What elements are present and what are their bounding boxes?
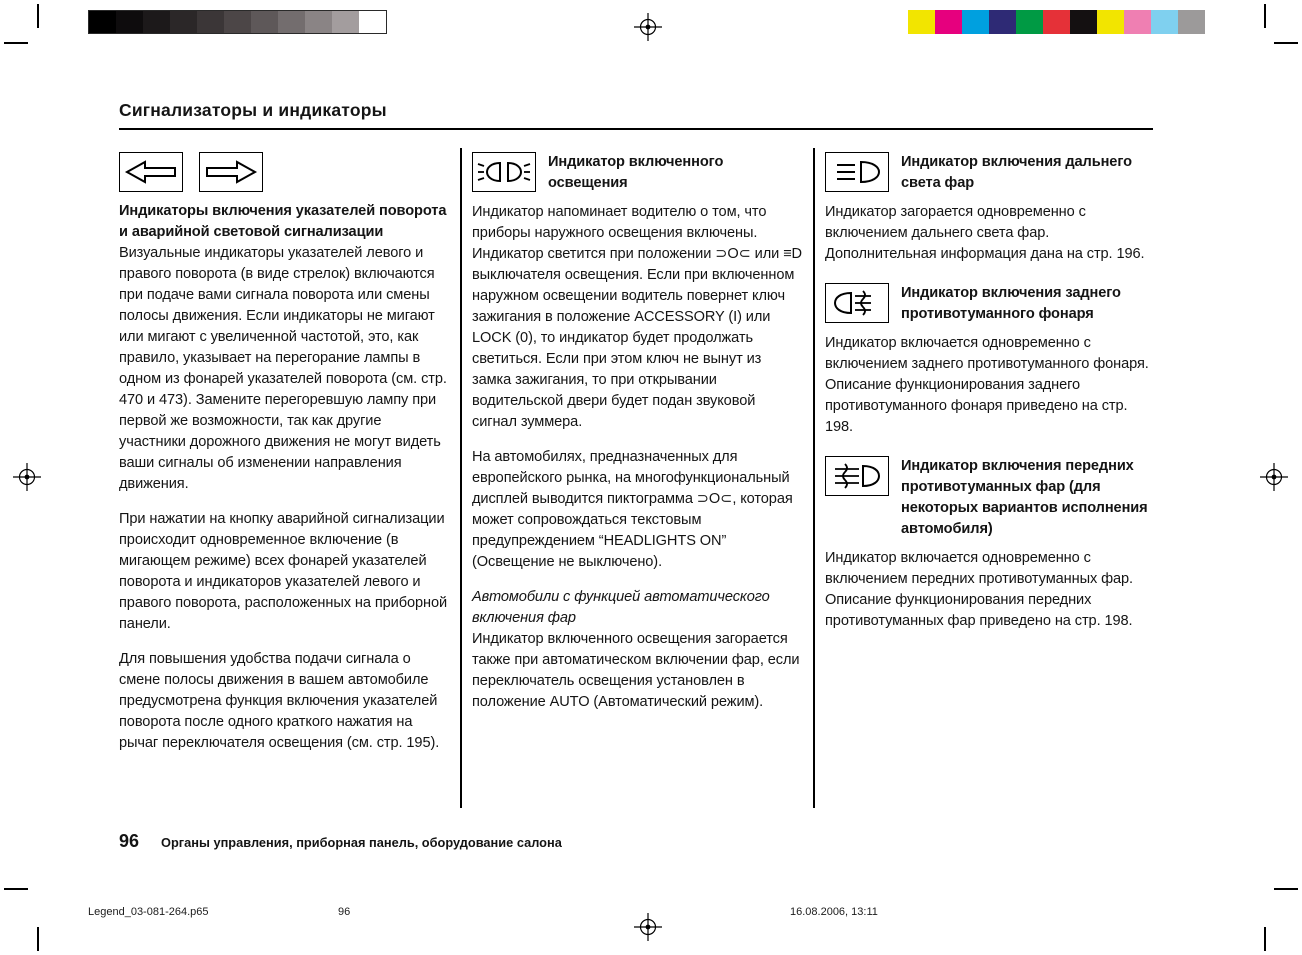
calibration-swatch <box>962 10 989 34</box>
crop-mark <box>1274 888 1298 890</box>
section-heading-turn-signals: Индикаторы включения указателей поворота и аварийной световой сигнализации <box>119 203 447 240</box>
calibration-swatch <box>170 11 197 33</box>
registration-mark-top <box>634 13 662 41</box>
left-turn-arrow-icon <box>119 152 183 192</box>
calibration-swatch <box>143 11 170 33</box>
footer-chapter-label: Органы управления, приборная панель, оборудование салона <box>161 835 562 850</box>
column-turn-signals <box>119 152 451 754</box>
title-rule <box>119 128 1153 130</box>
lights-on-icon <box>472 152 536 192</box>
section-rear-fog <box>825 283 1155 438</box>
body-paragraph: Индикатор включается одновременно с включением передних противотуманных фар. Описание функционирования передних противотуманных фар приведено на стр. 198. <box>825 550 1134 629</box>
crop-mark <box>4 888 28 890</box>
calibration-swatch <box>1070 10 1097 34</box>
print-date-stamp: 16.08.2006, 13:11 <box>790 906 878 918</box>
registration-mark-bottom <box>634 913 662 941</box>
calibration-swatch <box>224 11 251 33</box>
calibration-swatch <box>332 11 359 33</box>
calibration-swatch <box>935 10 962 34</box>
page-title: Сигнализаторы и индикаторы <box>119 100 387 120</box>
calibration-swatch <box>305 11 332 33</box>
crop-mark <box>4 42 28 44</box>
section-header <box>472 152 802 194</box>
section-header <box>825 456 1155 540</box>
calibration-swatch <box>1016 10 1043 34</box>
calibration-swatch <box>197 11 224 33</box>
turn-signal-icon-row <box>119 152 451 192</box>
print-page-number: 96 <box>338 906 351 918</box>
crop-mark <box>37 4 39 28</box>
calibration-swatch <box>1178 10 1205 34</box>
print-file-name: Legend_03-081-264.p65 <box>88 906 209 918</box>
crop-mark <box>1274 42 1298 44</box>
section-header <box>825 283 1155 325</box>
body-paragraph: Индикатор включается одновременно с включением заднего противотуманного фонаря. Описание функционирования заднего противотуманного фонаря приведено на стр. 198. <box>825 335 1149 435</box>
registration-mark-left <box>13 463 41 491</box>
section-heading-front-fog: Индикатор включения передних противотуманных фар (для некоторых вариантов исполнения автомобиля) <box>901 458 1148 537</box>
section-header <box>825 152 1155 194</box>
calibration-swatch <box>1097 10 1124 34</box>
body-paragraph: На автомобилях, предназначенных для европейского рынка, на многофункциональный дисплей выводится пиктограмма ⊃O⊂, которая может сопровождаться текстовым предупреждением “HEADLIGHTS ON” (Освещение не выключено). <box>472 449 793 570</box>
column-divider <box>460 148 462 808</box>
section-heading-lights-on: Индикатор включенного освещения <box>548 154 724 191</box>
crop-mark <box>1264 4 1266 28</box>
column-beam-and-fog-indicators <box>825 152 1155 650</box>
calibration-swatch <box>278 11 305 33</box>
crop-mark <box>1264 927 1266 951</box>
calibration-swatch <box>251 11 278 33</box>
section-heading-rear-fog: Индикатор включения заднего противотуманного фонаря <box>901 285 1121 322</box>
calibration-swatch <box>359 11 386 33</box>
calibration-swatch <box>89 11 116 33</box>
body-paragraph: Индикатор напоминает водителю о том, что приборы наружного освещения включены. Индикатор светится при положении ⊃O⊂ или ≡D выключателя освещения. Если при включенном наружном освещении водитель повернет ключ зажигания в положение ACCESSORY (I) или LOCK (0), то индикатор будет продолжать светиться. Если при этом ключ не вынут из замка зажигания, то при открывании водительской двери будет подан звуковой сигнал зуммера. <box>472 204 802 430</box>
registration-mark-right <box>1260 463 1288 491</box>
section-front-fog <box>825 456 1155 632</box>
column-divider <box>813 148 815 808</box>
calibration-swatch <box>1151 10 1178 34</box>
body-paragraph: Визуальные индикаторы указателей левого и правого поворота (в виде стрелок) включаются при подаче вами сигнала поворота или смены полосы движения. Если индикаторы не мигают или мигают с увеличенной частотой, это, как правило, указывает на перегорание лампы в одном из фонарей указателей поворота (см. стр. 470 и 473). Замените перегоревшую лампу при первой же возможности, так как другие участники дорожного движения не могут видеть ваши сигналы об изменении направления движения. <box>119 245 447 492</box>
rear-fog-lamp-icon <box>825 283 889 323</box>
calibration-swatch <box>989 10 1016 34</box>
body-paragraph: Индикатор загорается одновременно с включением дальнего света фар. Дополнительная информация дана на стр. 196. <box>825 204 1145 262</box>
color-calibration-bar <box>908 10 1205 34</box>
calibration-swatch <box>908 10 935 34</box>
grayscale-calibration-bar <box>88 10 387 34</box>
subsection-heading-auto-headlights: Автомобили с функцией автоматического включения фар <box>472 589 770 626</box>
body-paragraph: Индикатор включенного освещения загорается также при автоматическом включении фар, если переключатель освещения установлен в положение AUTO (Автоматический режим). <box>472 631 800 710</box>
column-lights-on-indicator <box>472 152 802 713</box>
front-fog-lamp-icon <box>825 456 889 496</box>
calibration-swatch <box>1124 10 1151 34</box>
page-number: 96 <box>119 831 140 851</box>
high-beam-icon <box>825 152 889 192</box>
calibration-swatch <box>1043 10 1070 34</box>
section-high-beam <box>825 152 1155 265</box>
body-paragraph: Для повышения удобства подачи сигнала о смене полосы движения в вашем автомобиле предусмотрена функция включения указателей поворота после одного краткого нажатия на рычаг переключателя освещения (см. стр. 195). <box>119 651 440 751</box>
right-turn-arrow-icon <box>199 152 263 192</box>
page-footer <box>119 831 562 852</box>
section-heading-high-beam: Индикатор включения дальнего света фар <box>901 154 1132 191</box>
body-paragraph: При нажатии на кнопку аварийной сигнализации происходит одновременное включение (в мигающем режиме) всех фонарей указателей поворота и индикаторов указателей левого и правого поворота, расположенных на приборной панели. <box>119 511 448 632</box>
calibration-swatch <box>116 11 143 33</box>
crop-mark <box>37 927 39 951</box>
